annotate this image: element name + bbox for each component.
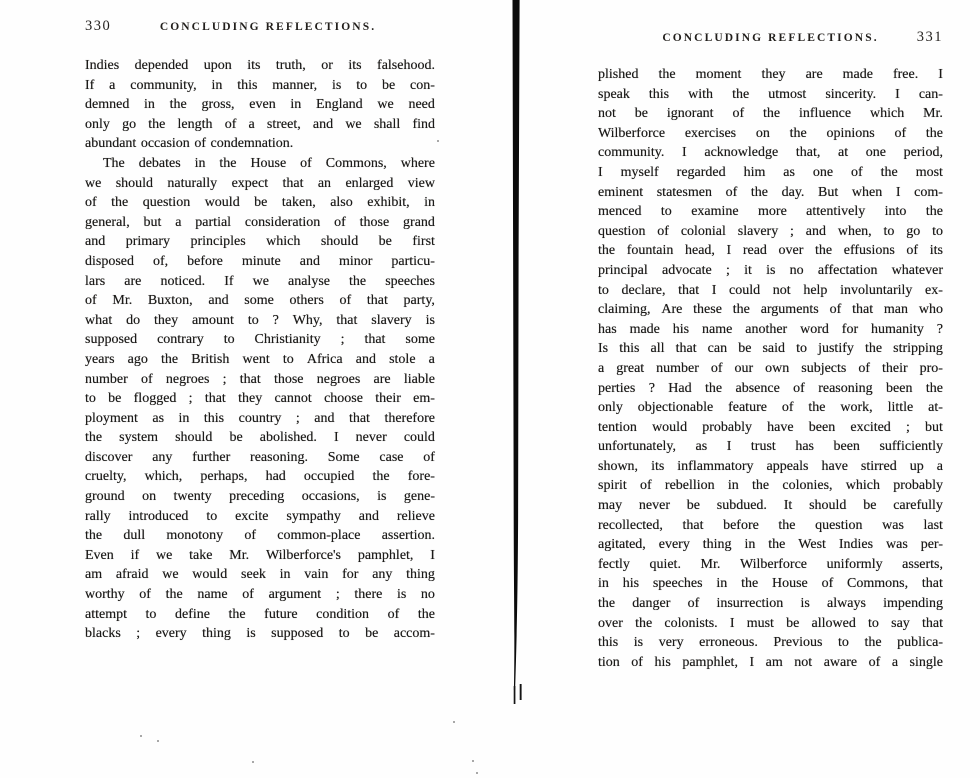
text-line: cruelty, which, perhaps, had occupied the fore- <box>85 469 435 485</box>
paragraph <box>598 65 943 672</box>
text-line: speak this with the utmost sincerity. I can- <box>598 86 943 102</box>
text-line: community. I acknowledge that, at one period, <box>598 145 943 161</box>
text-line: The debates in the House of Commons, where <box>103 155 435 171</box>
scan-speck <box>140 735 142 737</box>
text-line: fectly quiet. Mr. Wilberforce uniformly asserts, <box>598 556 943 572</box>
text-line: the danger of insurrection is always impending <box>598 596 943 612</box>
text-line: the fountain head, I read over the effusions of its <box>598 243 943 259</box>
text-line: blacks ; every thing is supposed to be accom- <box>85 626 435 642</box>
text-line: in his speeches in the House of Commons, that <box>598 576 943 592</box>
text-line: shown, its inflammatory appeals have stirred up a <box>598 458 943 474</box>
text-line: demned in the gross, even in England we need <box>85 97 435 113</box>
text-line: tention would probably have been excited ; but <box>598 419 943 435</box>
text-line: and primary principles which should be first <box>85 234 435 250</box>
scan-speck <box>157 740 159 742</box>
text-line: over the colonists. I must be allowed to say that <box>598 615 943 631</box>
text-line: menced to examine more attentively into the <box>598 204 943 220</box>
text-line: what do they amount to ? Why, that slavery is <box>85 312 435 328</box>
text-line: this is very erroneous. Previous to the publica- <box>598 635 943 651</box>
text-line: unfortunately, as I trust has been sufficiently <box>598 439 943 455</box>
text-line: disposed of, before minute and minor particu- <box>85 253 435 269</box>
text-line: has made his name another word for humanity ? <box>598 321 943 337</box>
text-line: Wilberforce exercises on the opinions of the <box>598 125 943 141</box>
text-line: plished the moment they are made free. I <box>598 67 943 82</box>
text-line: recollected, that before the question was last <box>598 517 943 533</box>
text-line: worthy of the name of argument ; there is no <box>85 587 435 603</box>
page-text-column-right <box>598 65 943 672</box>
text-line: we should naturally expect that an enlarged view <box>85 175 435 191</box>
text-line: general, but a partial consideration of those grand <box>85 214 435 230</box>
text-line: Even if we take Mr. Wilberforce's pamphlet, I <box>85 547 435 563</box>
text-line: number of negroes ; that those negroes are liable <box>85 371 435 387</box>
text-line: discover any further reasoning. Some case of <box>85 449 435 465</box>
page-number-right: 331 <box>916 29 943 45</box>
page-number-left: 330 <box>85 18 112 34</box>
text-line: Indies depended upon its truth, or its falsehood. <box>85 58 435 73</box>
text-line: attempt to define the future condition of the <box>85 606 435 622</box>
text-line: of the question would be taken, also exhibit, in <box>85 195 435 211</box>
text-line: perties ? Had the absence of reasoning been the <box>598 380 943 396</box>
book-gutter-shadow <box>500 0 530 720</box>
scan-speck <box>472 760 474 762</box>
text-line: abundant occasion of condemnation. <box>85 136 294 152</box>
text-line: ground on twenty preceding occasions, is gene- <box>85 489 435 505</box>
text-line: supposed contrary to Christianity ; that some <box>85 332 435 348</box>
text-line: tion of his pamphlet, I am not aware of a single <box>598 654 943 670</box>
running-header-right: CONCLUDING REFLECTIONS. <box>662 32 879 44</box>
scan-speck <box>476 772 478 774</box>
text-line: claiming, Are these the arguments of that man who <box>598 302 943 318</box>
page-left-330 <box>85 18 435 644</box>
scan-speck <box>252 761 254 763</box>
text-line: rally introduced to excite sympathy and relieve <box>85 508 435 524</box>
text-line: years ago the British went to Africa and stole a <box>85 351 435 367</box>
text-line: If a community, in this manner, is to be con- <box>85 77 435 93</box>
text-line: to be flogged ; that they cannot choose their em- <box>85 391 435 407</box>
text-line: ployment as in this country ; and that therefore <box>85 410 435 426</box>
text-line: Is this all that can be said to justify the stripping <box>598 341 943 357</box>
text-line: spirit of rebellion in the colonies, which probably <box>598 478 943 494</box>
text-line: not be ignorant of the influence which Mr. <box>598 106 943 122</box>
left-page-header <box>85 18 435 39</box>
text-line: only objectionable feature of the work, little at- <box>598 400 943 416</box>
text-line: agitated, every thing in the West Indies was per- <box>598 537 943 553</box>
text-line: of Mr. Buxton, and some others of that party, <box>85 293 435 309</box>
scan-speck <box>453 721 455 723</box>
paragraph <box>85 56 435 154</box>
text-line: eminent statesmen of the day. But when I com- <box>598 184 943 200</box>
paragraph <box>85 154 435 644</box>
text-line: the system should be abolished. I never could <box>85 430 435 446</box>
text-line: a great number of our own subjects of their pro- <box>598 360 943 376</box>
text-line: to declare, that I could not help involuntarily ex- <box>598 282 943 298</box>
page-text-column-left <box>85 56 435 644</box>
running-header-left: CONCLUDING REFLECTIONS. <box>159 21 377 33</box>
text-line: lars are noticed. If we analyse the speeches <box>85 273 435 289</box>
right-page-header <box>598 29 943 50</box>
page-right-331 <box>598 29 943 672</box>
text-line: may never be subdued. It should be carefully <box>598 498 943 514</box>
text-line: I myself regarded him as one of the most <box>598 164 943 180</box>
text-line: the dull monotony of common-place assertion. <box>85 528 435 544</box>
text-line: only go the length of a street, and we shall find <box>85 116 435 132</box>
text-line: am afraid we would seek in vain for any thing <box>85 567 435 583</box>
text-line: principal advocate ; it is no affectation whatever <box>598 262 943 278</box>
scan-speck <box>437 140 439 142</box>
text-line: question of colonial slavery ; and when, to go to <box>598 223 943 239</box>
